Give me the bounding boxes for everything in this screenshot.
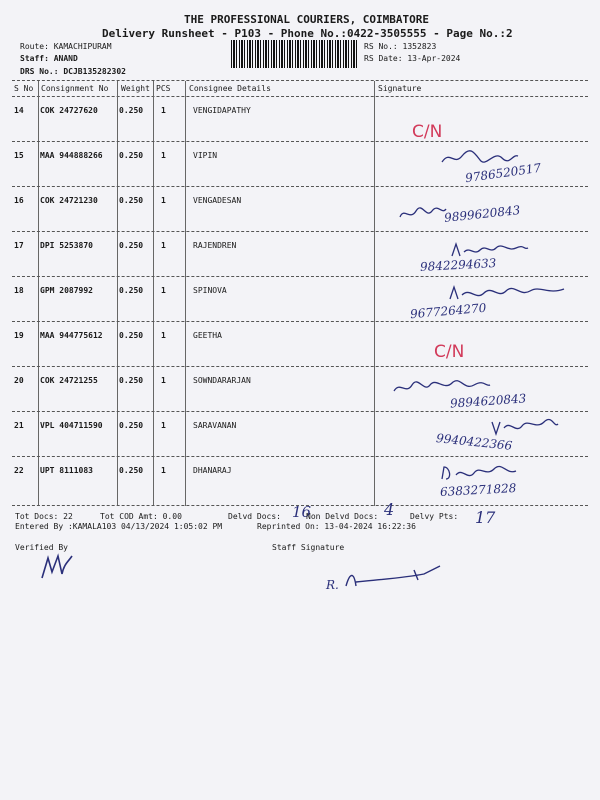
row-sno: 19 bbox=[14, 331, 24, 340]
table-row bbox=[0, 367, 600, 412]
row-pcs: 1 bbox=[161, 421, 166, 430]
signature-scribble bbox=[398, 205, 448, 223]
col-consignee: Consignee Details bbox=[189, 84, 271, 93]
non-delvd-docs-label: Non Delvd Docs: bbox=[306, 512, 379, 521]
table-row bbox=[0, 187, 600, 232]
table-row bbox=[0, 232, 600, 277]
drs-label: DRS No.: bbox=[20, 67, 59, 76]
row-weight: 0.250 bbox=[119, 376, 144, 385]
row-pcs: 1 bbox=[161, 376, 166, 385]
row-consignee: VIPIN bbox=[193, 151, 218, 160]
staff-signature-handwritten: R. bbox=[326, 578, 339, 592]
table-row bbox=[0, 277, 600, 322]
row-consignee: VENGADESAN bbox=[193, 196, 242, 205]
drs-value: DCJB135282302 bbox=[63, 67, 126, 76]
delvd-docs-label: Delvd Docs: bbox=[228, 512, 281, 521]
table-row bbox=[0, 142, 600, 187]
delvd-docs-handwritten: 16 bbox=[292, 503, 312, 521]
row-handwriting: 9894620843 bbox=[449, 391, 527, 411]
row-handwriting: 9786520517 bbox=[464, 160, 542, 186]
row-pcs: 1 bbox=[161, 196, 166, 205]
delvy-pts-handwritten: 17 bbox=[475, 508, 496, 527]
row-weight: 0.250 bbox=[119, 421, 144, 430]
row-pcs: 1 bbox=[161, 286, 166, 295]
rs-no-row bbox=[364, 42, 436, 51]
non-delvd-docs-handwritten: 4 bbox=[384, 500, 395, 519]
row-handwriting: 9677264270 bbox=[409, 300, 487, 322]
row-sno: 14 bbox=[14, 106, 24, 115]
staff-signature-label: Staff Signature bbox=[272, 543, 345, 552]
drs-row bbox=[20, 67, 126, 76]
staff-row bbox=[20, 54, 78, 63]
row-sno: 20 bbox=[14, 376, 24, 385]
row-pcs: 1 bbox=[161, 151, 166, 160]
row-consignment: MAA 944888266 bbox=[40, 151, 103, 160]
route-row bbox=[20, 42, 112, 51]
route-label: Route: bbox=[20, 42, 49, 51]
col-consignment: Consignment No bbox=[41, 84, 109, 93]
company-title: THE PROFESSIONAL COURIERS, COIMBATORE bbox=[184, 13, 430, 26]
row-consignment: VPL 404711590 bbox=[40, 421, 103, 430]
rs-no-value: 1352823 bbox=[402, 42, 437, 51]
row-consignee: SOWNDARARJAN bbox=[193, 376, 251, 385]
row-consignment: GPM 2087992 bbox=[40, 286, 93, 295]
row-weight: 0.250 bbox=[119, 106, 144, 115]
row-consignee: SARAVANAN bbox=[193, 421, 237, 430]
row-sno: 22 bbox=[14, 466, 24, 475]
row-consignee: VENGIDAPATHY bbox=[193, 106, 251, 115]
header-rule-top bbox=[12, 80, 588, 81]
row-handwriting: 9899620843 bbox=[443, 203, 521, 225]
table-row bbox=[0, 457, 600, 502]
row-sno: 17 bbox=[14, 241, 24, 250]
rs-no-label: RS No.: bbox=[364, 42, 398, 51]
row-weight: 0.250 bbox=[119, 196, 144, 205]
row-consignee: SPINOVA bbox=[193, 286, 227, 295]
staff-value: ANAND bbox=[53, 54, 78, 63]
entered-by: Entered By :KAMALA103 04/13/2024 1:05:02 PM bbox=[15, 522, 223, 531]
row-weight: 0.250 bbox=[119, 151, 144, 160]
row-handwriting: 9940422366 bbox=[435, 431, 513, 453]
row-sno: 18 bbox=[14, 286, 24, 295]
rs-date-row bbox=[364, 54, 460, 63]
table-row bbox=[0, 97, 600, 142]
row-handwriting: 9842294633 bbox=[419, 256, 497, 274]
col-sno: S No bbox=[14, 84, 34, 93]
table-row bbox=[0, 322, 600, 367]
row-consignment: MAA 944775612 bbox=[40, 331, 103, 340]
row-sno: 21 bbox=[14, 421, 24, 430]
row-pcs: 1 bbox=[161, 331, 166, 340]
delvy-pts-label: Delvy Pts: bbox=[410, 512, 459, 521]
row-weight: 0.250 bbox=[119, 331, 144, 340]
signature-scribble bbox=[490, 418, 560, 436]
rs-date-value: 13-Apr-2024 bbox=[407, 54, 461, 63]
row-handwriting: 6383271828 bbox=[439, 481, 517, 499]
rs-date-label: RS Date: bbox=[364, 54, 403, 63]
verified-by-label: Verified By bbox=[15, 543, 68, 552]
signature-scribble bbox=[440, 465, 520, 483]
row-pcs: 1 bbox=[161, 106, 166, 115]
row-pcs: 1 bbox=[161, 241, 166, 250]
row-consignment: COK 24721255 bbox=[40, 376, 98, 385]
row-weight: 0.250 bbox=[119, 241, 144, 250]
col-weight: Weight bbox=[121, 84, 150, 93]
row-consignee: GEETHA bbox=[193, 331, 222, 340]
runsheet-line: Delivery Runsheet - P103 - Phone No.:0422-3505555 - Page No.:2 bbox=[102, 27, 513, 40]
staff-label: Staff: bbox=[20, 54, 49, 63]
row-pcs: 1 bbox=[161, 466, 166, 475]
row-consignee: DHANARAJ bbox=[193, 466, 232, 475]
barcode bbox=[231, 40, 359, 68]
table-row bbox=[0, 412, 600, 457]
row-weight: 0.250 bbox=[119, 466, 144, 475]
row-handwriting: C/N bbox=[434, 342, 465, 362]
verifier-signature bbox=[38, 552, 74, 582]
tot-docs: Tot Docs: 22 bbox=[15, 512, 73, 521]
col-signature: Signature bbox=[378, 84, 422, 93]
staff-signature-scribble bbox=[344, 562, 444, 592]
row-consignment: UPT 8111083 bbox=[40, 466, 93, 475]
row-consignment: COK 24721230 bbox=[40, 196, 98, 205]
row-consignment: DPI 5253870 bbox=[40, 241, 93, 250]
row-sno: 15 bbox=[14, 151, 24, 160]
row-handwriting: C/N bbox=[412, 122, 443, 142]
route-value: KAMACHIPURAM bbox=[53, 42, 112, 51]
row-consignee: RAJENDREN bbox=[193, 241, 237, 250]
row-weight: 0.250 bbox=[119, 286, 144, 295]
tot-cod-amt: Tot COD Amt: 0.00 bbox=[100, 512, 182, 521]
reprinted-on: Reprinted On: 13-04-2024 16:22:36 bbox=[257, 522, 416, 531]
col-pcs: PCS bbox=[156, 84, 171, 93]
row-sno: 16 bbox=[14, 196, 24, 205]
row-consignment: COK 24727620 bbox=[40, 106, 98, 115]
